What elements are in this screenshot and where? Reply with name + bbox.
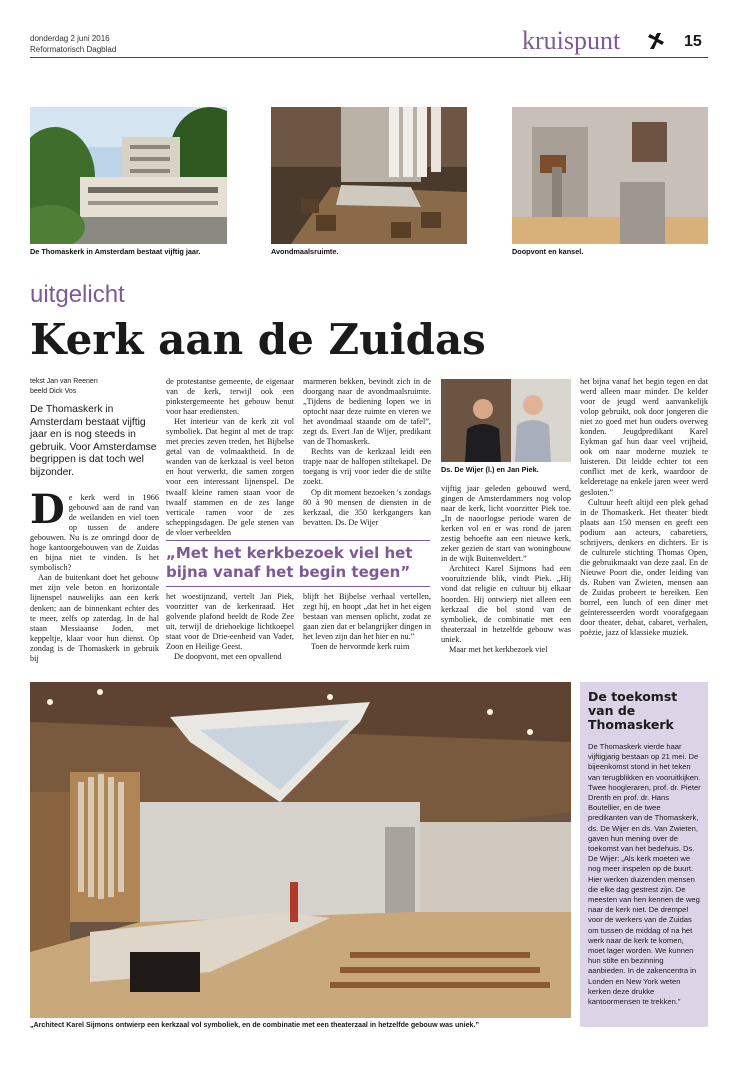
- body-paragraph: Cultuur heeft altijd een plek gehad in de Thomaskerk. Het theater biedt plaats aan 150 mensen en geeft een podium aan acteurs, cabaretiers, schrijvers, denkers en dichters. Er is de culturele stichting Thomas Open, die gebruikmaakt van deze zaal. En de Nieuwe Poort die, onder leiding van ds. Ruben van Zwieten, mensen aan de Zuidas probeert te bereiken. Een borrel, een lunch of een diner met geïnteresseerden wordt voorafgegaan door theater, debat, cabaret, verhalen, poëzie, jazz of klassieke muziek.: [580, 497, 708, 638]
- credit-text: tekst Jan van Reenen: [30, 378, 98, 385]
- pull-quote: „Met het kerkbezoek viel het bijna vanaf het begin tegen”: [166, 540, 430, 587]
- body-paragraph: Architect Karel Sijmons had een vooruitziende blik, vindt Piek. „Hij vond dat religie en cultuur bij elkaar hoorden. Hij ontwierp niet alleen een kerkzaal die bol stond van de symboliek, de combinatie met een theaterzaal in hetzelfde gebouw was uniek.: [441, 564, 571, 644]
- body-paragraph: vijftig jaar geleden gebouwd werd, gingen de Amsterdammers nog volop naar de kerk, licht voorzitter Piek toe. „In de naoorlogse periode waren de kerken vol en er was rond de jaren zestig behoefte aan een nieuwe kerk, zeker gezien de start van woningbouw in de wijk Buitenveldert.”: [441, 484, 571, 564]
- article-column-3-continued: [303, 592, 431, 652]
- article-column-2-continued: [166, 592, 294, 662]
- page-number: 15: [684, 33, 702, 50]
- article-kicker: uitgelicht: [30, 281, 125, 308]
- sidebar-title: De toekomst van de Thomaskerk: [588, 689, 678, 732]
- photo-caption: Ds. De Wijer (l.) en Jan Piek.: [441, 465, 539, 474]
- body-paragraph: Toen de hervormde kerk ruim: [311, 642, 410, 652]
- sidebar-body: De Thomaskerk vierde haar vijftigjarig bestaan op 21 mei. De bijeenkomst stond in het teken van terugblikken en vooruitkijken. Twee hoogleraren, prof. dr. Pieter Drenth en prof. dr. Hans Boutellier, en de twee predikanten van de Thomaskerk, ds. De Wijer en ds. Van Zwieten, gaven hun mening over de toekomst van het bedehuis. Ds. De Wijer: „Als kerk moeten we nog meer inspelen op de buurt. Hier werken duizenden mensen die elke dag gestrest zijn. De meesten van hen kennen de weg naar de kerk niet. De drempel voor de werkers van de Zuidas om tussen de middag of na het werk naar de kerk te komen, moet lager worden. We kunnen hun stilte en bezinning aanbieden. In de zakencentra in Londen en New York weten kerken deze drukke kantoormensen te trekken.”: [588, 742, 701, 1007]
- photo-caption: „Architect Karel Sijmons ontwierp een kerkzaal vol symboliek, en de combinatie met een theaterzaal in hetzelfde gebouw was uniek.”: [30, 1021, 480, 1029]
- photo-communion-room: [271, 107, 467, 244]
- body-paragraph: Het interieur van de kerk zit vol symboliek. Dat begint al met de trap: met precies zeven treden, het Bijbelse getal van de volmaaktheid. In de wanden van de kerkzaal is veel beton en hout verwerkt, die samen zorgen voor een interessant lijnenspel. De twaalf kleine ramen staan voor de twaalf stammen en de zes lange verticale ramen voor de zes scheppingsdagen. De gele stenen van de vloer verbeelden: [166, 417, 294, 537]
- body-paragraph: De doopvont, met een opvallend: [174, 652, 282, 662]
- article-column-1: [30, 486, 159, 664]
- photo-portrait: [441, 379, 571, 462]
- sidebar-box: [580, 682, 708, 1027]
- article-column-4: [441, 484, 571, 655]
- body-paragraph: marmeren bekken, bevindt zich in de doorgang naar de avondmaalsruimte. „Tijdens de bediening lopen we in optocht naar deze ruimte en vieren we het avondmaal staande om de tafel”, zegt ds. Evert Jan de Wijer, predikant van de Thomaskerk.: [303, 377, 431, 447]
- section-logo-icon: [646, 31, 666, 51]
- drop-cap: D: [30, 486, 65, 533]
- photo-church-exterior: [30, 107, 227, 244]
- article-column-2: [166, 377, 294, 538]
- body-paragraph: Aan de buitenkant doet het gebouw met zijn vele beton en horizontale lijnenspel nauwelijks aan een kerk denken; aan de binnenkant echter des te meer, zelfs op zaterdag. In de hal staan Messiaanse Joden, met keppeltje, klaar voor hun dienst. Op zondag is de Thomaskerk in gebruik bij: [30, 573, 159, 663]
- newspaper-name: Reformatorisch Dagblad: [30, 45, 117, 54]
- article-column-3: [303, 377, 431, 528]
- article-intro: De Thomaskerk in Amsterdam bestaat vijftig jaar en is nog steeds in gebruik. Voor Amsterdamse begrippen is dat toch wel bijzonder.: [30, 404, 157, 478]
- body-paragraph: blijft het Bijbelse verhaal vertellen, zegt hij, en hoopt „dat het in het eigen bestaan van mensen oplicht, zodat ze gaan zien dat er belangrijker dingen in het leven zijn dan het hier en nu.”: [303, 592, 431, 642]
- article-headline: Kerk aan de Zuidas: [30, 315, 486, 364]
- header-date-block: [30, 33, 116, 55]
- body-paragraph: het woestijnzand, vertelt Jan Piek, voorzitter van de kerkenraad. Het golvende plafond beeldt de Rode Zee uit, terwijl de driehoekige lichtkoepel staat voor de Drie-eenheid van Vader, Zoon en Heilige Geest.: [166, 592, 294, 652]
- photo-font-pulpit: [512, 107, 708, 244]
- photo-caption: Avondmaalsruimte.: [271, 247, 339, 256]
- issue-date: donderdag 2 juni 2016: [30, 34, 110, 43]
- body-paragraph: Rechts van de kerkzaal leidt een trapje naar de halfopen stiltekapel. De toegang is vrij voor ieder die de stilte zoekt.: [303, 447, 431, 487]
- credit-photo: beeld Dick Vos: [30, 388, 77, 395]
- body-paragraph: het bijna vanaf het begin tegen en dat werd alleen maar minder. De kelder voor de jeugd werd aanvankelijk volop gebruikt, ook door jongeren die niet zo goed met hun ouders overweg konden. Jeugdpredikant Karel Eykman gaf hun daar veel vrijheid, ook om naar moderne muziek te luisteren. Dit leidde echter tot een conflict met de kerk, waardoor de kelderetage na enkele jaren weer werd gesloten.”: [580, 377, 708, 497]
- photo-caption: De Thomaskerk in Amsterdam bestaat vijftig jaar.: [30, 247, 201, 256]
- article-credits: [30, 377, 98, 397]
- body-paragraph: e kerk werd in 1966 gebouwd aan de rand van de weilanden en viel toen op tussen de andere gebouwen. Nu is ze omringd door de hoge kantoorgebouwen van de Zuidas en bijna niet te vinden. Is het symbolisch?: [30, 493, 159, 573]
- header-rule: [30, 57, 708, 58]
- article-column-5: [580, 377, 708, 638]
- section-name: kruispunt: [522, 26, 621, 55]
- body-paragraph: Maar met het kerkbezoek viel: [449, 644, 548, 654]
- body-paragraph: de protestantse gemeente, de eigenaar van de kerk, terwijl ook een pinkstergemeente het gebouw benut voor haar erediensten.: [166, 377, 294, 417]
- photo-caption: Doopvont en kansel.: [512, 247, 584, 256]
- body-paragraph: Op dit moment bezoeken 's zondags 80 à 90 mensen de diensten in de kerkzaal, die 350 kerkgangers kan bevatten. Ds. De Wijer: [303, 487, 431, 527]
- photo-church-interior: [30, 682, 571, 1018]
